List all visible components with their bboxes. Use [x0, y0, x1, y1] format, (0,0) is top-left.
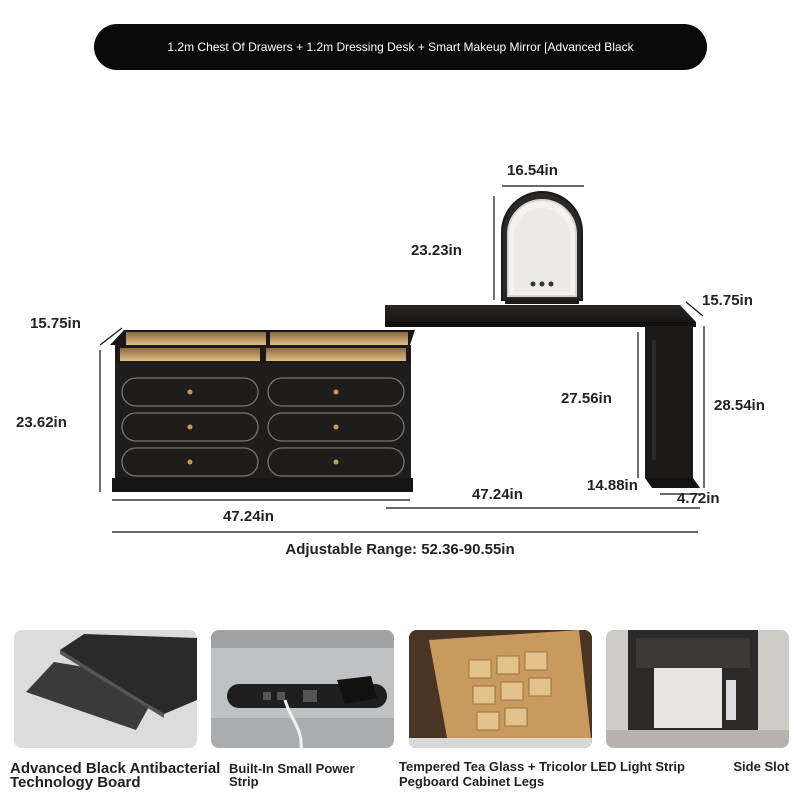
desk-leg-width-label: 4.72in: [677, 490, 720, 507]
feature-caption-line: Technology Board: [10, 774, 141, 791]
desk-width-label: 47.24in: [472, 486, 523, 503]
dressing-desk: [385, 305, 700, 488]
power-strip-icon: [211, 630, 394, 748]
feature-caption-power: [229, 762, 355, 788]
feature-caption-pegboard: [399, 760, 789, 773]
mirror-width-label: 16.54in: [507, 162, 558, 179]
feature-caption-line: Strip: [229, 774, 259, 789]
pegboard-leg-icon: [606, 630, 789, 748]
chest-width-label: 47.24in: [223, 508, 274, 525]
chest-of-drawers: [110, 330, 415, 492]
mirror-height-label: 23.23in: [411, 242, 462, 259]
glass-drawer-icon: [409, 630, 592, 748]
desk-leg-depth-label: 14.88in: [587, 477, 638, 494]
chest-depth-label: 15.75in: [30, 315, 81, 332]
feature-caption-line: Side Slot: [733, 759, 789, 774]
board-sample-icon: [14, 630, 197, 748]
feature-caption-line: Advanced Black Antibacterial: [10, 760, 221, 777]
feature-caption-board: [10, 762, 220, 790]
chest-height-label: 23.62in: [16, 414, 67, 431]
desk-height-label: 28.54in: [714, 397, 765, 414]
feature-caption-line: Tempered Tea Glass + Tricolor LED Light Strip: [399, 759, 685, 774]
feature-caption-line: Pegboard Cabinet Legs: [399, 774, 545, 789]
feature-caption-line: Built-In Small Power: [229, 761, 355, 776]
desk-depth-label: 15.75in: [702, 292, 753, 309]
makeup-mirror: [502, 192, 582, 304]
feature-caption-pegboard-line2: [399, 775, 544, 788]
adjustable-range-label: Adjustable Range: 52.36-90.55in: [285, 541, 515, 558]
desk-inner-height-label: 27.56in: [561, 390, 612, 407]
title-text: 1.2m Chest Of Drawers + 1.2m Dressing Desk + Smart Makeup Mirror [Advanced Black: [167, 40, 634, 54]
